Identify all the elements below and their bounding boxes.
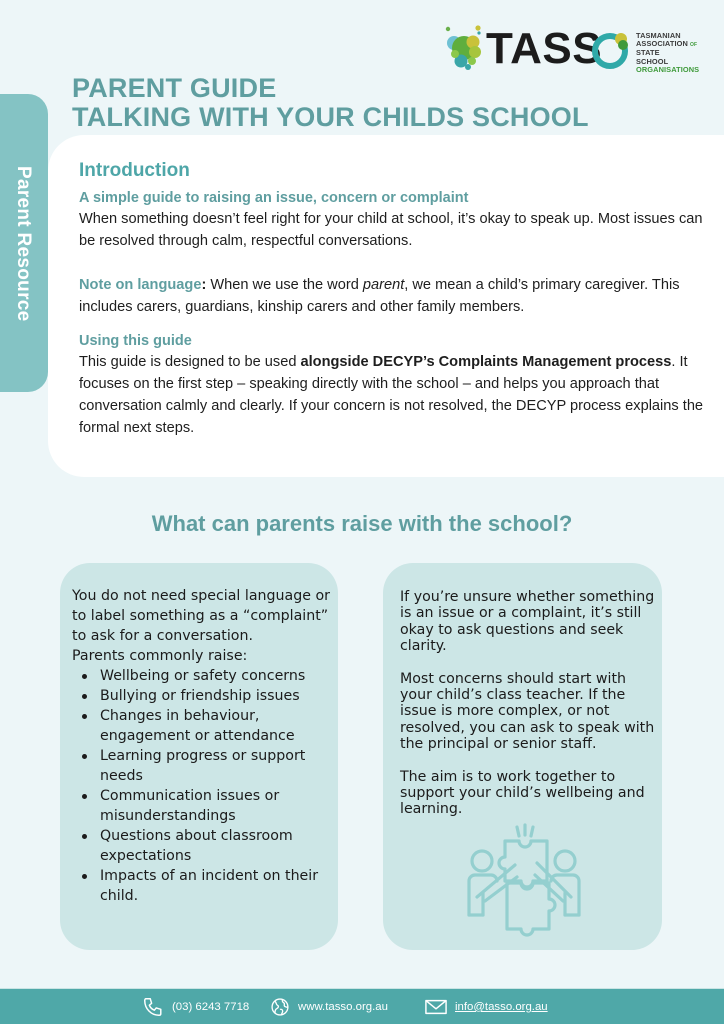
- title-line-1: PARENT GUIDE: [72, 73, 277, 103]
- brand-name: TASS: [486, 24, 603, 73]
- section-heading: What can parents raise with the school?: [151, 511, 573, 536]
- brand-subtitle: TASMANIAN ASSOCIATION OF STATE SCHOOL ORGANISATIONS: [636, 31, 700, 74]
- introduction-heading: Introduction: [79, 160, 190, 181]
- teamwork-puzzle-icon: [455, 819, 587, 939]
- list-item: Bullying or friendship issues: [100, 686, 332, 706]
- tasso-logo: [444, 24, 704, 74]
- left-card-list-intro: Parents commonly raise:: [72, 648, 248, 664]
- introduction-paragraph: When something doesn’t feel right for your child at school, it’s okay to speak up. Most issues can be resolved through calm, respectful conversations.: [79, 211, 703, 249]
- list-item: Questions about classroom expectations: [100, 826, 332, 866]
- note-on-language: Note on language: When we use the word parent, we mean a child’s primary caregiver. This includes carers, guardians, kinship carers and other family members.: [79, 277, 680, 315]
- list-item: Impacts of an incident on their child.: [100, 866, 332, 906]
- footer-phone[interactable]: [142, 989, 249, 1024]
- footer-website-link[interactable]: [270, 989, 388, 1024]
- using-guide-heading: Using this guide: [79, 333, 192, 349]
- decyp-process-reference: alongside DECYP’s Complaints Management process: [300, 354, 672, 370]
- using-guide-paragraph: This guide is designed to be used alongside DECYP’s Complaints Management process. It focuses on the first step – speaking directly with the school – and helps you approach that conversation calmly and clearly. If your concern is not resolved, the DECYP process explains the formal next steps.: [79, 354, 704, 436]
- side-tab-label: Parent Resource: [13, 166, 34, 322]
- list-item: Wellbeing or safety concerns: [100, 666, 332, 686]
- note-label: Note on language: [79, 277, 202, 293]
- list-item: Learning progress or support needs: [100, 746, 332, 786]
- list-item: Communication issues or misunderstandings: [100, 786, 332, 826]
- footer-website: www.tasso.org.au: [298, 1001, 388, 1013]
- contact-footer: [0, 988, 724, 1024]
- introduction-card: [48, 135, 724, 477]
- side-tab: [0, 94, 48, 392]
- guidance-paragraph: Most concerns should start with your child’s class teacher. If the issue is more complex, or not resolved, you can ask to speak with the principal or senior staff.: [400, 670, 655, 753]
- page-title: [72, 74, 589, 132]
- what-to-raise-card: [60, 563, 338, 950]
- mail-icon: [425, 999, 447, 1015]
- footer-email: info@tasso.org.au: [455, 1001, 548, 1013]
- guidance-paragraph: The aim is to work together to support your child’s wellbeing and learning.: [400, 768, 645, 818]
- brand-o-ring-icon: [590, 30, 630, 70]
- title-line-2: TALKING WITH YOUR CHILDS SCHOOL: [72, 102, 589, 132]
- left-card-intro: You do not need special language or to label something as a “complaint” to ask for a conversation.: [72, 588, 330, 644]
- footer-email-link[interactable]: [425, 989, 548, 1024]
- phone-icon: [142, 996, 164, 1018]
- tasmania-dots-logo-icon: [444, 24, 484, 72]
- guidance-paragraph: If you’re unsure whether something is an issue or a complaint, it’s still okay to ask questions and seek clarity.: [400, 589, 655, 655]
- guidance-card: [383, 563, 662, 950]
- introduction-subheading: A simple guide to raising an issue, concern or complaint: [79, 190, 469, 206]
- concerns-list: [72, 666, 332, 906]
- list-item: Changes in behaviour, engagement or attendance: [100, 706, 332, 746]
- footer-phone-number: (03) 6243 7718: [172, 1001, 250, 1013]
- globe-icon: [270, 997, 290, 1017]
